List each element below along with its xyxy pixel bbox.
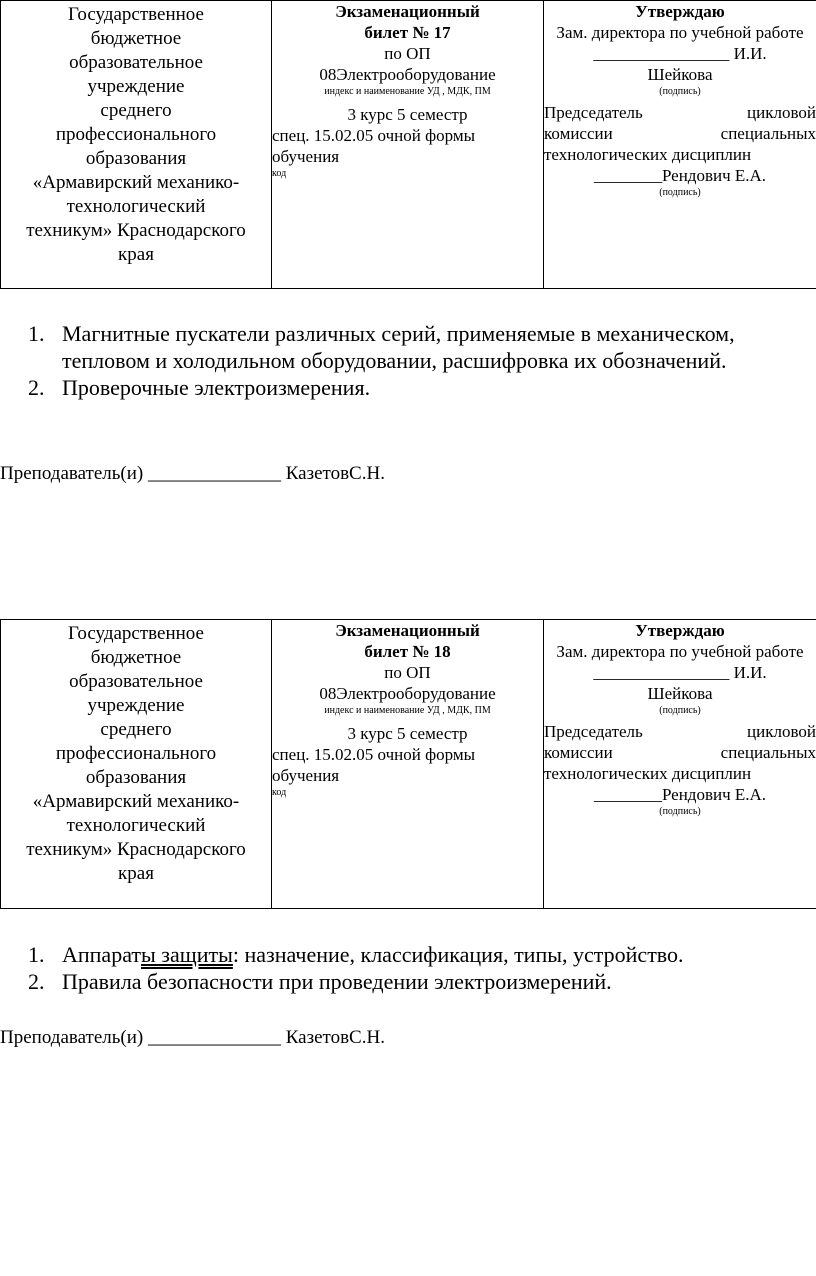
approve-name: Шейкова: [647, 684, 713, 703]
institution-line: «Армавирский механико-: [32, 791, 240, 812]
chair-line: комиссии специальных: [544, 743, 816, 762]
institution-line: бюджетное: [90, 28, 182, 49]
question-number: 2.: [28, 969, 45, 994]
institution-line: края: [118, 244, 154, 265]
question-text: [62, 942, 684, 967]
question-text-underlined: ы защиты: [141, 942, 233, 967]
institution-cell: [1, 620, 272, 909]
ticket-number: билет № 18: [364, 642, 451, 661]
institution-line: образования: [85, 767, 187, 788]
subject-caption: индекс и наименование УД , МДК, ПМ: [324, 86, 491, 97]
approve-role: Зам. директора по учебной работе: [556, 23, 804, 42]
question-list: [28, 320, 816, 401]
course-semester: 3 курс 5 семестр: [347, 724, 468, 743]
ticket-info-cell: [272, 620, 544, 909]
institution-cell: [1, 1, 272, 289]
institution-line: края: [118, 863, 154, 884]
ticket-number: билет № 17: [364, 23, 451, 42]
approve-signline: ________________ И.И.: [593, 663, 767, 682]
teacher-signature-line: Преподаватель(и) ______________ КазетовС.Н.: [0, 463, 385, 484]
chair-signature: ________Рендович Е.А.: [593, 166, 767, 185]
question-number: 2.: [28, 375, 45, 400]
approve-role: Зам. директора по учебной работе: [556, 642, 804, 661]
institution-line: учреждение: [87, 695, 185, 716]
course-semester: 3 курс 5 семестр: [347, 105, 468, 124]
subject-name: 08Электрооборудование: [319, 65, 496, 84]
institution-line: бюджетное: [90, 647, 182, 668]
code-caption: код: [272, 168, 287, 179]
institution-line: профессионального: [55, 124, 217, 145]
question-item: [28, 941, 816, 968]
chair-signature: ________Рендович Е.А.: [593, 785, 767, 804]
question-list: [28, 941, 816, 995]
question-text-part: Аппарат: [62, 942, 142, 967]
institution-line: техникум» Краснодарского: [26, 839, 246, 860]
approval-cell: [544, 1, 816, 289]
code-caption: код: [272, 787, 287, 798]
institution-line: профессионального: [55, 743, 217, 764]
chair-line: технологических дисциплин: [544, 764, 752, 783]
institution-line: среднего: [100, 719, 172, 740]
approve-signline: ________________ И.И.: [593, 44, 767, 63]
question-item: [28, 320, 816, 374]
subject-prefix: по ОП: [384, 663, 431, 682]
institution-line: образовательное: [69, 52, 203, 73]
chair-line: комиссии специальных: [544, 124, 816, 143]
specialty: спец. 15.02.05 очной формы обучения: [272, 126, 476, 166]
approval-cell: [544, 620, 816, 909]
institution-line: среднего: [100, 100, 172, 121]
question-text: Магнитные пускатели различных серий, применяемые в механическом, тепловом и холодильном оборудовании, расшифровка их обозначений.: [62, 321, 735, 373]
institution-line: Государственное: [68, 623, 204, 644]
question-text: Правила безопасности при проведении электроизмерений.: [62, 969, 612, 994]
ticket-title: Экзаменационный: [335, 2, 480, 21]
teacher-signature-line: Преподаватель(и) ______________ КазетовС.Н.: [0, 1027, 385, 1048]
chair-line: Председатель цикловой: [544, 103, 816, 122]
ticket-header-table: [0, 619, 816, 909]
chair-line: Председатель цикловой: [544, 722, 816, 741]
ticket-info-cell: [272, 1, 544, 289]
subject-caption: индекс и наименование УД , МДК, ПМ: [324, 705, 491, 716]
ticket-header-table: [0, 0, 816, 289]
ticket-title: Экзаменационный: [335, 621, 480, 640]
question-item: [28, 968, 816, 995]
institution-line: учреждение: [87, 76, 185, 97]
institution-line: «Армавирский механико-: [32, 172, 240, 193]
question-text-part: : назначение, классификация, типы, устройство.: [232, 942, 684, 967]
question-item: [28, 374, 816, 401]
institution-line: Государственное: [68, 4, 204, 25]
approve-name: Шейкова: [647, 65, 713, 84]
institution-line: образования: [85, 148, 187, 169]
question-text: Проверочные электроизмерения.: [62, 375, 371, 400]
signature-caption: (подпись): [659, 187, 701, 198]
institution-line: техникум» Краснодарского: [26, 220, 246, 241]
institution-line: технологический: [66, 815, 206, 836]
question-number: 1.: [28, 321, 45, 346]
signature-caption: (подпись): [659, 705, 701, 716]
approve-title: Утверждаю: [635, 2, 725, 21]
subject-name: 08Электрооборудование: [319, 684, 496, 703]
institution-line: технологический: [66, 196, 206, 217]
subject-prefix: по ОП: [384, 44, 431, 63]
specialty: спец. 15.02.05 очной формы обучения: [272, 745, 476, 785]
signature-caption: (подпись): [659, 806, 701, 817]
approve-title: Утверждаю: [635, 621, 725, 640]
chair-line: технологических дисциплин: [544, 145, 752, 164]
question-number: 1.: [28, 942, 45, 967]
institution-line: образовательное: [69, 671, 203, 692]
signature-caption: (подпись): [659, 86, 701, 97]
